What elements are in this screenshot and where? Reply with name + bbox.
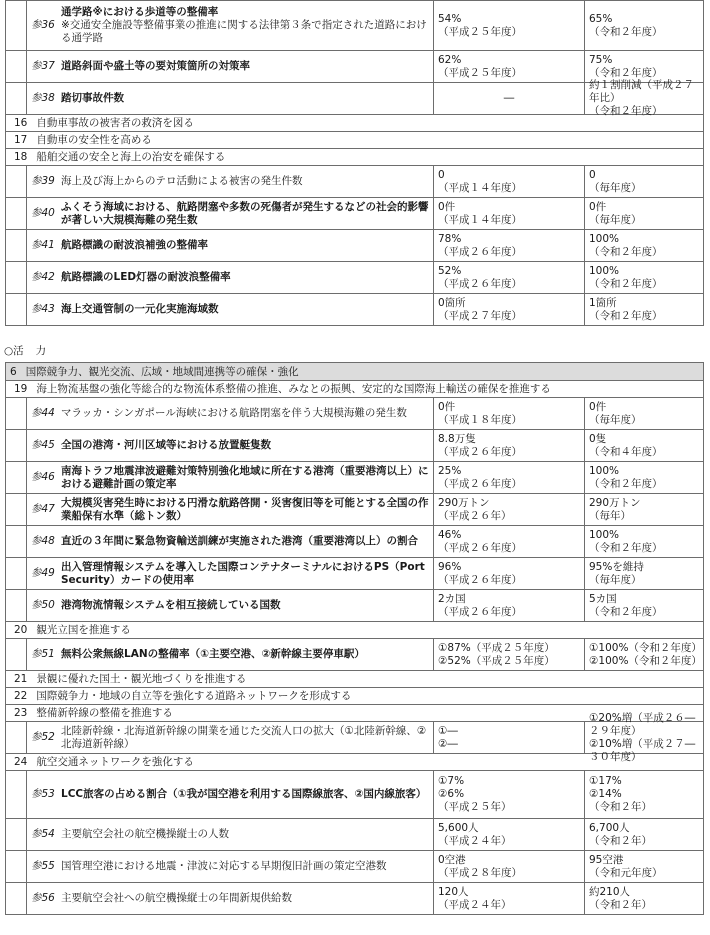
kpi-id: 参54 bbox=[31, 828, 55, 840]
kpi-id: 参43 bbox=[31, 303, 55, 315]
kpi-description-text: 出入管理情報システムを導入した国際コンテナターミナルにおけるPS（Port Security）カードの使用率 bbox=[61, 560, 425, 586]
kpi-id: 参44 bbox=[31, 407, 55, 419]
kpi-baseline-line: （平成２７年度） bbox=[438, 309, 522, 322]
kpi-id: 参55 bbox=[31, 860, 55, 872]
kpi-baseline-line: 0箇所 bbox=[438, 296, 466, 309]
kpi-row bbox=[5, 1, 704, 51]
kpi-baseline-line: 25% bbox=[438, 464, 462, 477]
kpi-target bbox=[585, 590, 703, 621]
kpi-id: 参53 bbox=[31, 788, 55, 800]
measure-number: 23 bbox=[14, 707, 28, 719]
kpi-baseline bbox=[434, 430, 585, 461]
row-indent bbox=[6, 1, 27, 50]
kpi-target-line: 290万トン bbox=[589, 496, 641, 509]
kpi-target bbox=[585, 819, 703, 850]
kpi-description bbox=[61, 398, 434, 429]
kpi-id: 参40 bbox=[31, 207, 55, 219]
kpi-description bbox=[61, 851, 434, 882]
measure-number: 19 bbox=[14, 383, 28, 395]
kpi-row bbox=[5, 526, 704, 558]
kpi-id: 参36 bbox=[31, 19, 55, 31]
kpi-description bbox=[61, 430, 434, 461]
kpi-target-line: （令和２年度） bbox=[589, 105, 663, 117]
row-indent bbox=[6, 558, 27, 589]
kpi-description bbox=[61, 494, 434, 525]
kpi-target-line: （令和２年度） bbox=[589, 477, 663, 490]
kpi-row bbox=[5, 198, 704, 230]
kpi-target-line: 6,700人 bbox=[589, 821, 630, 834]
row-indent bbox=[6, 462, 27, 493]
measure-title: 自動車の安全性を高める bbox=[36, 134, 152, 146]
policy-heading bbox=[5, 363, 704, 381]
kpi-id: 参45 bbox=[31, 439, 55, 451]
kpi-target-line: ①100%（令和２年度） bbox=[589, 641, 702, 654]
kpi-description bbox=[61, 1, 434, 50]
kpi-target-line: （令和４年度） bbox=[589, 445, 663, 458]
kpi-target bbox=[585, 166, 703, 197]
kpi-row bbox=[5, 230, 704, 262]
row-indent bbox=[6, 230, 27, 261]
measure-row bbox=[5, 622, 704, 639]
kpi-target-line: 95空港 bbox=[589, 853, 624, 866]
kpi-target-line: 0件 bbox=[589, 200, 607, 213]
kpi-target-line: 0隻 bbox=[589, 432, 607, 445]
kpi-baseline-line: ①7% bbox=[438, 775, 465, 787]
kpi-target-line: 0 bbox=[589, 168, 596, 181]
kpi-baseline-line: 2カ国 bbox=[438, 592, 466, 605]
kpi-baseline-line: （平成１４年度） bbox=[438, 181, 522, 194]
policy-title: 国際競争力、観光交流、広域・地域間連携等の確保・強化 bbox=[25, 366, 299, 378]
kpi-row bbox=[5, 819, 704, 851]
kpi-baseline-line: 62% bbox=[438, 53, 462, 66]
kpi-baseline bbox=[434, 558, 585, 589]
kpi-baseline-line: ― bbox=[503, 92, 515, 104]
measure-number: 20 bbox=[14, 624, 28, 636]
kpi-description bbox=[61, 590, 434, 621]
kpi-target-line: 95%を維持 bbox=[589, 560, 644, 573]
kpi-baseline-line: （平成２６年度） bbox=[438, 605, 522, 618]
kpi-target-line: （令和２年度） bbox=[589, 66, 663, 79]
kpi-baseline-line: （平成２８年度） bbox=[438, 866, 522, 879]
kpi-target bbox=[585, 430, 703, 461]
measure-title: 海上物流基盤の強化等総合的な物流体系整備の推進、みなとの振興、安定的な国際海上輸送の確保を推進する bbox=[36, 383, 551, 395]
measure-title: 船舶交通の安全と海上の治安を確保する bbox=[36, 151, 226, 163]
kpi-row bbox=[5, 590, 704, 622]
kpi-baseline bbox=[434, 771, 585, 818]
kpi-row bbox=[5, 294, 704, 326]
kpi-description-text: 主要航空会社の航空機操縦士の人数 bbox=[61, 828, 229, 840]
kpi-target-line: 65% bbox=[589, 12, 613, 25]
kpi-description-text: 無料公衆無線LANの整備率（①主要空港、②新幹線主要停車駅） bbox=[61, 648, 365, 660]
kpi-id: 参39 bbox=[31, 175, 55, 187]
kpi-baseline-line: （平成１４年度） bbox=[438, 213, 522, 226]
kpi-description-note: ※交通安全施設等整備事業の推進に関する法律第３条で指定された道路における通学路 bbox=[61, 19, 427, 44]
measure-title: 観光立国を推進する bbox=[36, 624, 131, 636]
kpi-target bbox=[585, 1, 703, 50]
kpi-target-line: （毎年度） bbox=[589, 413, 642, 426]
kpi-target bbox=[585, 526, 703, 557]
kpi-target bbox=[585, 851, 703, 882]
row-indent bbox=[6, 494, 27, 525]
kpi-baseline bbox=[434, 494, 585, 525]
kpi-description-text: 北陸新幹線・北海道新幹線の開業を通じた交流人口の拡大（①北陸新幹線、②北海道新幹線） bbox=[61, 724, 427, 750]
row-indent bbox=[6, 722, 27, 753]
measure-number: 22 bbox=[14, 690, 28, 702]
kpi-target bbox=[585, 883, 703, 914]
kpi-target-line: （令和２年度） bbox=[589, 245, 663, 258]
kpi-description bbox=[61, 198, 434, 229]
kpi-baseline-line: 0件 bbox=[438, 200, 456, 213]
kpi-id: 参49 bbox=[31, 567, 55, 579]
kpi-baseline bbox=[434, 83, 585, 114]
kpi-id: 参48 bbox=[31, 535, 55, 547]
kpi-baseline-line: （平成２６年） bbox=[438, 509, 512, 522]
kpi-baseline-line: （平成２６年度） bbox=[438, 277, 522, 290]
kpi-target-line: 5カ国 bbox=[589, 592, 617, 605]
kpi-id: 参42 bbox=[31, 271, 55, 283]
kpi-target-line: ②10%増（平成２７―３０年度） bbox=[589, 737, 696, 763]
kpi-description-text: 通学路※における歩道等の整備率 bbox=[61, 6, 219, 18]
kpi-target-line: （毎年度） bbox=[589, 181, 642, 194]
row-indent bbox=[6, 883, 27, 914]
kpi-baseline bbox=[434, 51, 585, 82]
kpi-baseline-line: 78% bbox=[438, 232, 462, 245]
kpi-baseline bbox=[434, 883, 585, 914]
policy-number: 6 bbox=[10, 366, 17, 378]
kpi-id: 参41 bbox=[31, 239, 55, 251]
kpi-target-line: （令和元年度） bbox=[589, 866, 663, 879]
measure-title: 景観に優れた国土・観光地づくりを推進する bbox=[36, 673, 247, 685]
kpi-baseline-line: 52% bbox=[438, 264, 462, 277]
section-label-2: 力 bbox=[35, 345, 47, 357]
kpi-row bbox=[5, 883, 704, 915]
measure-number: 21 bbox=[14, 673, 28, 685]
kpi-baseline bbox=[434, 526, 585, 557]
kpi-baseline-line: （平成２４年） bbox=[438, 834, 512, 847]
kpi-target bbox=[585, 51, 703, 82]
kpi-baseline bbox=[434, 722, 585, 753]
kpi-description bbox=[61, 166, 434, 197]
kpi-target-line: （令和２年度） bbox=[589, 605, 663, 618]
kpi-target-line: ①20%増（平成２６―２９年度） bbox=[589, 711, 696, 737]
kpi-target bbox=[585, 262, 703, 293]
kpi-target-line: 1箇所 bbox=[589, 296, 617, 309]
kpi-id: 参56 bbox=[31, 892, 55, 904]
row-indent bbox=[6, 819, 27, 850]
kpi-baseline-line: （平成２６年度） bbox=[438, 245, 522, 258]
kpi-baseline bbox=[434, 230, 585, 261]
kpi-description-text: 大規模災害発生時における円滑な航路啓開・災害復旧等を可能とする全国の作業船保有水準（総トン数） bbox=[61, 496, 429, 522]
kpi-description-text: 直近の３年間に緊急物資輸送訓練が実施された港湾（重要港湾以上）の割合 bbox=[61, 535, 418, 547]
kpi-target-line: 約１割削減（平成２７年比） bbox=[589, 79, 694, 104]
kpi-baseline-line: 290万トン bbox=[438, 496, 490, 509]
kpi-row bbox=[5, 262, 704, 294]
kpi-table-upper bbox=[5, 0, 704, 326]
kpi-baseline-line: ①― bbox=[438, 724, 458, 737]
kpi-target bbox=[585, 230, 703, 261]
kpi-description-text: 海上及び海上からのテロ活動による被害の発生件数 bbox=[61, 175, 303, 187]
kpi-baseline-line: ②6% bbox=[438, 788, 465, 800]
kpi-table-lower bbox=[5, 362, 704, 915]
kpi-target bbox=[585, 771, 703, 818]
kpi-baseline-line: 0空港 bbox=[438, 853, 466, 866]
kpi-row bbox=[5, 771, 704, 819]
kpi-baseline-line: 54% bbox=[438, 12, 462, 25]
kpi-description-text: 主要航空会社への航空機操縦士の年間新規供給数 bbox=[61, 892, 292, 904]
measure-title: 整備新幹線の整備を推進する bbox=[36, 707, 173, 719]
kpi-target-line: 100% bbox=[589, 464, 620, 477]
kpi-description-text: LCC旅客の占める割合（①我が国空港を利用する国際線旅客、②国内線旅客） bbox=[61, 788, 427, 800]
kpi-baseline-line: 5,600人 bbox=[438, 821, 479, 834]
row-indent bbox=[6, 526, 27, 557]
measure-number: 16 bbox=[14, 117, 28, 129]
row-indent bbox=[6, 83, 27, 114]
kpi-baseline-line: 0 bbox=[438, 168, 445, 181]
kpi-baseline bbox=[434, 1, 585, 50]
kpi-description-text: 海上交通管制の一元化実施海域数 bbox=[61, 303, 219, 315]
row-indent bbox=[6, 851, 27, 882]
kpi-description-text: 南海トラフ地震津波避難対策特別強化地域に所在する港湾（重要港湾以上）における避難計画の策定率 bbox=[61, 464, 429, 490]
kpi-target-line: 75% bbox=[589, 53, 613, 66]
kpi-description bbox=[61, 462, 434, 493]
kpi-description bbox=[61, 230, 434, 261]
kpi-id: 参37 bbox=[31, 60, 55, 72]
row-indent bbox=[6, 262, 27, 293]
kpi-baseline-line: （平成２５年） bbox=[438, 801, 512, 813]
kpi-baseline bbox=[434, 294, 585, 325]
kpi-description bbox=[61, 883, 434, 914]
kpi-description-text: 踏切事故件数 bbox=[61, 92, 124, 104]
row-indent bbox=[6, 198, 27, 229]
measure-title: 航空交通ネットワークを強化する bbox=[36, 756, 194, 768]
kpi-baseline bbox=[434, 851, 585, 882]
kpi-description bbox=[61, 526, 434, 557]
measure-row bbox=[5, 132, 704, 149]
kpi-target-line: 100% bbox=[589, 232, 620, 245]
kpi-description bbox=[61, 294, 434, 325]
kpi-target-line: 100% bbox=[589, 528, 620, 541]
kpi-baseline-line: ①87%（平成２５年度） bbox=[438, 641, 555, 654]
measure-row bbox=[5, 381, 704, 398]
kpi-id: 参46 bbox=[31, 471, 55, 483]
row-indent bbox=[6, 639, 27, 670]
kpi-row bbox=[5, 851, 704, 883]
measure-row bbox=[5, 671, 704, 688]
kpi-target-line: 100% bbox=[589, 264, 620, 277]
kpi-baseline-line: （平成２４年） bbox=[438, 898, 512, 911]
kpi-row bbox=[5, 462, 704, 494]
kpi-target-line: ①17% bbox=[589, 775, 622, 787]
kpi-target bbox=[585, 639, 703, 670]
kpi-baseline-line: （平成１８年度） bbox=[438, 413, 522, 426]
kpi-baseline bbox=[434, 398, 585, 429]
measure-title: 国際競争力・地域の自立等を強化する道路ネットワークを形成する bbox=[36, 690, 352, 702]
kpi-description bbox=[61, 639, 434, 670]
kpi-target bbox=[585, 711, 703, 763]
kpi-target-line: （毎年度） bbox=[589, 573, 642, 586]
kpi-baseline-line: （平成２５年度） bbox=[438, 66, 522, 79]
kpi-baseline bbox=[434, 462, 585, 493]
kpi-baseline bbox=[434, 590, 585, 621]
kpi-description bbox=[61, 51, 434, 82]
kpi-target-line: （令和２年） bbox=[589, 834, 652, 847]
measure-number: 18 bbox=[14, 151, 28, 163]
kpi-target-line: （毎年） bbox=[589, 509, 631, 522]
kpi-description-text: 全国の港湾・河川区域等における放置艇隻数 bbox=[61, 439, 271, 451]
kpi-description-text: 国管理空港における地震・津波に対応する早期復旧計画の策定空港数 bbox=[61, 860, 387, 872]
kpi-row bbox=[5, 430, 704, 462]
kpi-description-text: ふくそう海域における、航路閉塞や多数の死傷者が発生するなどの社会的影響が著しい大規模海難の発生数 bbox=[61, 200, 429, 226]
kpi-row bbox=[5, 79, 704, 117]
kpi-baseline bbox=[434, 166, 585, 197]
kpi-baseline-line: 120人 bbox=[438, 885, 469, 898]
kpi-baseline-line: （平成２５年度） bbox=[438, 25, 522, 38]
row-indent bbox=[6, 590, 27, 621]
kpi-baseline-line: 8.8万隻 bbox=[438, 432, 476, 445]
kpi-description bbox=[61, 262, 434, 293]
kpi-id: 参52 bbox=[31, 731, 55, 743]
kpi-description bbox=[61, 83, 434, 114]
kpi-description-text: マラッカ・シンガポール海峡における航路閉塞を伴う大規模海難の発生数 bbox=[61, 407, 407, 419]
row-indent bbox=[6, 430, 27, 461]
kpi-target-line: ②14% bbox=[589, 788, 622, 800]
kpi-target-line: （令和２年度） bbox=[589, 309, 663, 322]
kpi-target-line: 約210人 bbox=[589, 885, 631, 898]
kpi-baseline-line: ②― bbox=[438, 737, 458, 750]
kpi-id: 参50 bbox=[31, 599, 55, 611]
kpi-baseline bbox=[434, 262, 585, 293]
kpi-baseline-line: （平成２６年度） bbox=[438, 477, 522, 490]
kpi-row bbox=[5, 558, 704, 590]
kpi-baseline-line: （平成２６年度） bbox=[438, 573, 522, 586]
kpi-target-line: （毎年度） bbox=[589, 213, 642, 226]
kpi-target-line: （令和２年度） bbox=[589, 541, 663, 554]
kpi-baseline-line: 0件 bbox=[438, 400, 456, 413]
kpi-row bbox=[5, 639, 704, 671]
kpi-target-line: ②100%（令和２年度） bbox=[589, 654, 702, 667]
kpi-target bbox=[585, 558, 703, 589]
kpi-baseline-line: ②52%（平成２５年度） bbox=[438, 654, 555, 667]
kpi-description-text: 航路標識の耐波浪補強の整備率 bbox=[61, 239, 208, 251]
kpi-id: 参38 bbox=[31, 92, 55, 104]
kpi-target bbox=[585, 198, 703, 229]
kpi-row bbox=[5, 494, 704, 526]
kpi-target-line: （令和２年） bbox=[589, 898, 652, 911]
row-indent bbox=[6, 166, 27, 197]
kpi-baseline bbox=[434, 639, 585, 670]
kpi-target-line: （令和２年度） bbox=[589, 25, 663, 38]
kpi-row bbox=[5, 166, 704, 198]
kpi-description-text: 港湾物流情報システムを相互接続している国数 bbox=[61, 599, 281, 611]
measure-number: 17 bbox=[14, 134, 28, 146]
kpi-target-line: （令和２年） bbox=[589, 801, 652, 813]
kpi-target bbox=[585, 79, 703, 117]
kpi-target-line: 0件 bbox=[589, 400, 607, 413]
kpi-baseline-line: （平成２６年度） bbox=[438, 541, 522, 554]
measure-row bbox=[5, 688, 704, 705]
kpi-target-line: （令和２年度） bbox=[589, 277, 663, 290]
section-heading bbox=[4, 344, 58, 358]
kpi-description bbox=[61, 771, 434, 818]
kpi-description bbox=[61, 819, 434, 850]
section-label-1: ○活 bbox=[4, 345, 24, 357]
row-indent bbox=[6, 294, 27, 325]
kpi-id: 参47 bbox=[31, 503, 55, 515]
kpi-id: 参51 bbox=[31, 648, 55, 660]
kpi-baseline bbox=[434, 198, 585, 229]
kpi-baseline bbox=[434, 819, 585, 850]
kpi-target bbox=[585, 494, 703, 525]
row-indent bbox=[6, 771, 27, 818]
measure-number: 24 bbox=[14, 756, 28, 768]
kpi-description-text: 道路斜面や盛土等の要対策箇所の対策率 bbox=[61, 60, 250, 72]
kpi-description-text: 航路標識のLED灯器の耐波浪整備率 bbox=[61, 271, 231, 283]
kpi-target bbox=[585, 398, 703, 429]
kpi-baseline-line: （平成２６年度） bbox=[438, 445, 522, 458]
kpi-row bbox=[5, 398, 704, 430]
row-indent bbox=[6, 51, 27, 82]
kpi-baseline-line: 96% bbox=[438, 560, 462, 573]
kpi-target bbox=[585, 462, 703, 493]
measure-title: 自動車事故の被害者の救済を図る bbox=[36, 117, 194, 129]
kpi-description bbox=[61, 722, 434, 753]
kpi-baseline-line: 46% bbox=[438, 528, 462, 541]
row-indent bbox=[6, 398, 27, 429]
measure-row bbox=[5, 149, 704, 166]
kpi-description bbox=[61, 558, 434, 589]
kpi-target bbox=[585, 294, 703, 325]
